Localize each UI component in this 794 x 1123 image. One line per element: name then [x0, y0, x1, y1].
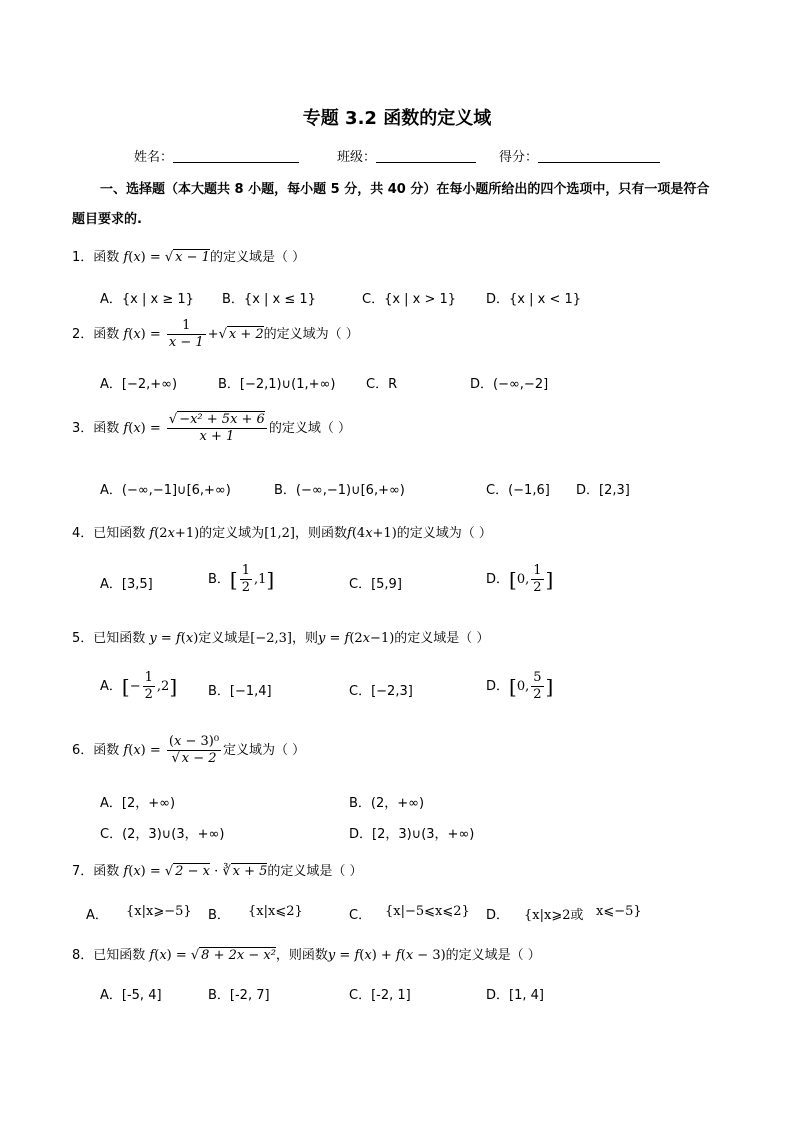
name-label: 姓名： — [134, 150, 174, 165]
section-heading-line1: 一、选择题（本大题共 8 小题，每小题 5 分，共 40 分）在每小题所给出的四个选项中，只有一项是符合 — [100, 182, 710, 197]
score-label: 得分： — [499, 150, 539, 165]
question-1: 1．函数 f(x) = √ x − 1的定义域是（ ） — [72, 250, 306, 265]
q1-option-a[interactable]: A．{x | x ≥ 1} — [100, 292, 194, 307]
q5-mid2: ，则 — [292, 631, 319, 646]
q5-suffix: 的定义域是（ ） — [394, 631, 490, 646]
q5-mid: 定义域是 — [198, 631, 251, 646]
page-title: 专题 3.2 函数的定义域 — [302, 108, 492, 129]
q5-option-c[interactable]: C．[−2,3] — [349, 684, 413, 699]
class-field[interactable] — [337, 146, 476, 165]
question-3: 3．函数 f(x) = $\frac{\text{√ −x² + 5x + 6}}{x + 1}$ 的定义域（ ） — [72, 412, 351, 444]
q2-option-b[interactable]: B．[−2,1)∪(1,+∞) — [218, 377, 336, 392]
q2-number: 2．函数 — [72, 327, 120, 342]
q7-option-a[interactable]: {x|x⩾−5} — [126, 904, 192, 919]
q8-option-c[interactable]: C．[-2, 1] — [349, 988, 411, 1003]
q4-option-d-label: D． — [486, 572, 510, 587]
q7-option-a-label[interactable]: A． — [86, 908, 108, 923]
q4-number: 4．已知函数 — [72, 526, 146, 541]
q6-option-b[interactable]: B．(2，+∞) — [349, 796, 425, 811]
question-7: 7．函数 f(x) = √ 2 − x · ∛ x + 5的定义域是（ ） — [72, 864, 363, 879]
q1-option-c[interactable]: C．{x | x > 1} — [362, 292, 457, 307]
q6-number: 6．函数 — [72, 743, 120, 758]
q5-option-d-label: D． — [486, 679, 510, 694]
q3-option-a[interactable]: A．(−∞,−1]∪[6,+∞) — [100, 483, 231, 498]
q6-suffix: 定义域为（ ） — [223, 743, 306, 758]
q5-number: 5．已知函数 — [72, 631, 146, 646]
q7-option-d-cont[interactable]: x⩽−5} — [596, 904, 642, 919]
q3-option-c[interactable]: C．(−1,6] — [486, 483, 550, 498]
q1-option-d[interactable]: D．{x | x < 1} — [486, 292, 582, 307]
q1-number: 1．函数 — [72, 250, 120, 265]
q4-suffix: 的定义域为（ ） — [396, 526, 492, 541]
q2-option-d[interactable]: D．(−∞,−2] — [470, 377, 549, 392]
q2-option-a[interactable]: A．[−2,+∞) — [100, 377, 178, 392]
q7-option-d-label[interactable]: D． — [486, 908, 510, 923]
q8-option-d[interactable]: D．[1, 4] — [486, 988, 544, 1003]
q6-option-a[interactable]: A．[2，+∞) — [100, 796, 176, 811]
q5-option-a-label: A． — [100, 679, 122, 694]
q3-suffix: 的定义域（ ） — [268, 421, 351, 436]
name-field[interactable] — [134, 146, 299, 165]
class-blank[interactable] — [376, 148, 476, 163]
q5-option-a[interactable]: A．[− $\frac{1}{2}$ ,2] — [100, 670, 178, 702]
q7-number: 7．函数 — [72, 864, 120, 879]
name-blank[interactable] — [173, 148, 299, 163]
q8-number: 8．已知函数 — [72, 948, 146, 963]
q7-option-b[interactable]: {x|x⩽2} — [248, 904, 303, 919]
score-field[interactable] — [499, 146, 660, 165]
q7-option-d[interactable]: {x|x⩾2或 — [524, 908, 584, 923]
q7-option-c[interactable]: {x|−5⩽x⩽2} — [385, 904, 470, 919]
question-2: 2．函数 f(x) = $\frac{1}{x - 1}$ +√ x + 2的定义域为（ ） — [72, 318, 359, 350]
q8-option-b[interactable]: B．[-2, 7] — [208, 988, 270, 1003]
q1-suffix: 的定义域是（ ） — [209, 250, 306, 265]
question-5: 5．已知函数 y = f(x)定义域是[−2,3]，则y = f(2x−1)的定义域是（ ） — [72, 631, 490, 646]
q3-number: 3．函数 — [72, 421, 120, 436]
q4-option-c[interactable]: C．[5,9] — [349, 577, 402, 592]
q4-mid2: ，则函数 — [295, 526, 348, 541]
q6-option-c[interactable]: C．(2，3)∪(3，+∞) — [100, 827, 225, 842]
q5-option-b[interactable]: B．[−1,4] — [208, 684, 272, 699]
q8-suffix: 的定义域是（ ） — [445, 948, 541, 963]
q5-option-d[interactable]: D．[0, $\frac{5}{2}$ ] — [486, 670, 554, 702]
q4-option-d[interactable]: D．[0, $\frac{1}{2}$ ] — [486, 563, 554, 595]
q4-option-a[interactable]: A．[3,5] — [100, 577, 153, 592]
q4-mid: 的定义域为 — [199, 526, 265, 541]
q1-option-b[interactable]: B．{x | x ≤ 1} — [222, 292, 316, 307]
q2-option-c[interactable]: C．R — [366, 377, 398, 392]
q7-option-b-label[interactable]: B． — [208, 908, 230, 923]
question-4: 4．已知函数 f(2x+1)的定义域为[1,2]，则函数f(4x+1)的定义域为（ ） — [72, 526, 492, 541]
class-label: 班级： — [337, 150, 377, 165]
q8-option-a[interactable]: A．[-5, 4] — [100, 988, 162, 1003]
q6-option-d[interactable]: D．[2，3)∪(3，+∞) — [349, 827, 475, 842]
q2-suffix: 的定义域为（ ） — [263, 327, 359, 342]
q3-option-d[interactable]: D．[2,3] — [576, 483, 630, 498]
q4-option-b[interactable]: B．[ $\frac{1}{2}$ ,1] — [208, 563, 275, 595]
question-6: 6．函数 f(x) = $\frac{\text{(x − 3)⁰}}{√ x - 2}$ 定义域为（ ） — [72, 734, 306, 766]
q8-mid: ，则函数 — [275, 948, 328, 963]
q7-suffix: 的定义域是（ ） — [267, 864, 363, 879]
q7-option-c-label[interactable]: C． — [349, 908, 372, 923]
question-8: 8．已知函数 f(x) = √ 8 + 2x − x²，则函数y = f(x) + f(x − 3)的定义域是（ ） — [72, 948, 541, 963]
score-blank[interactable] — [538, 148, 660, 163]
section-heading-line2: 题目要求的. — [72, 212, 142, 227]
q3-option-b[interactable]: B．(−∞,−1)∪[6,+∞) — [274, 483, 405, 498]
q4-option-b-label: B． — [208, 572, 230, 587]
